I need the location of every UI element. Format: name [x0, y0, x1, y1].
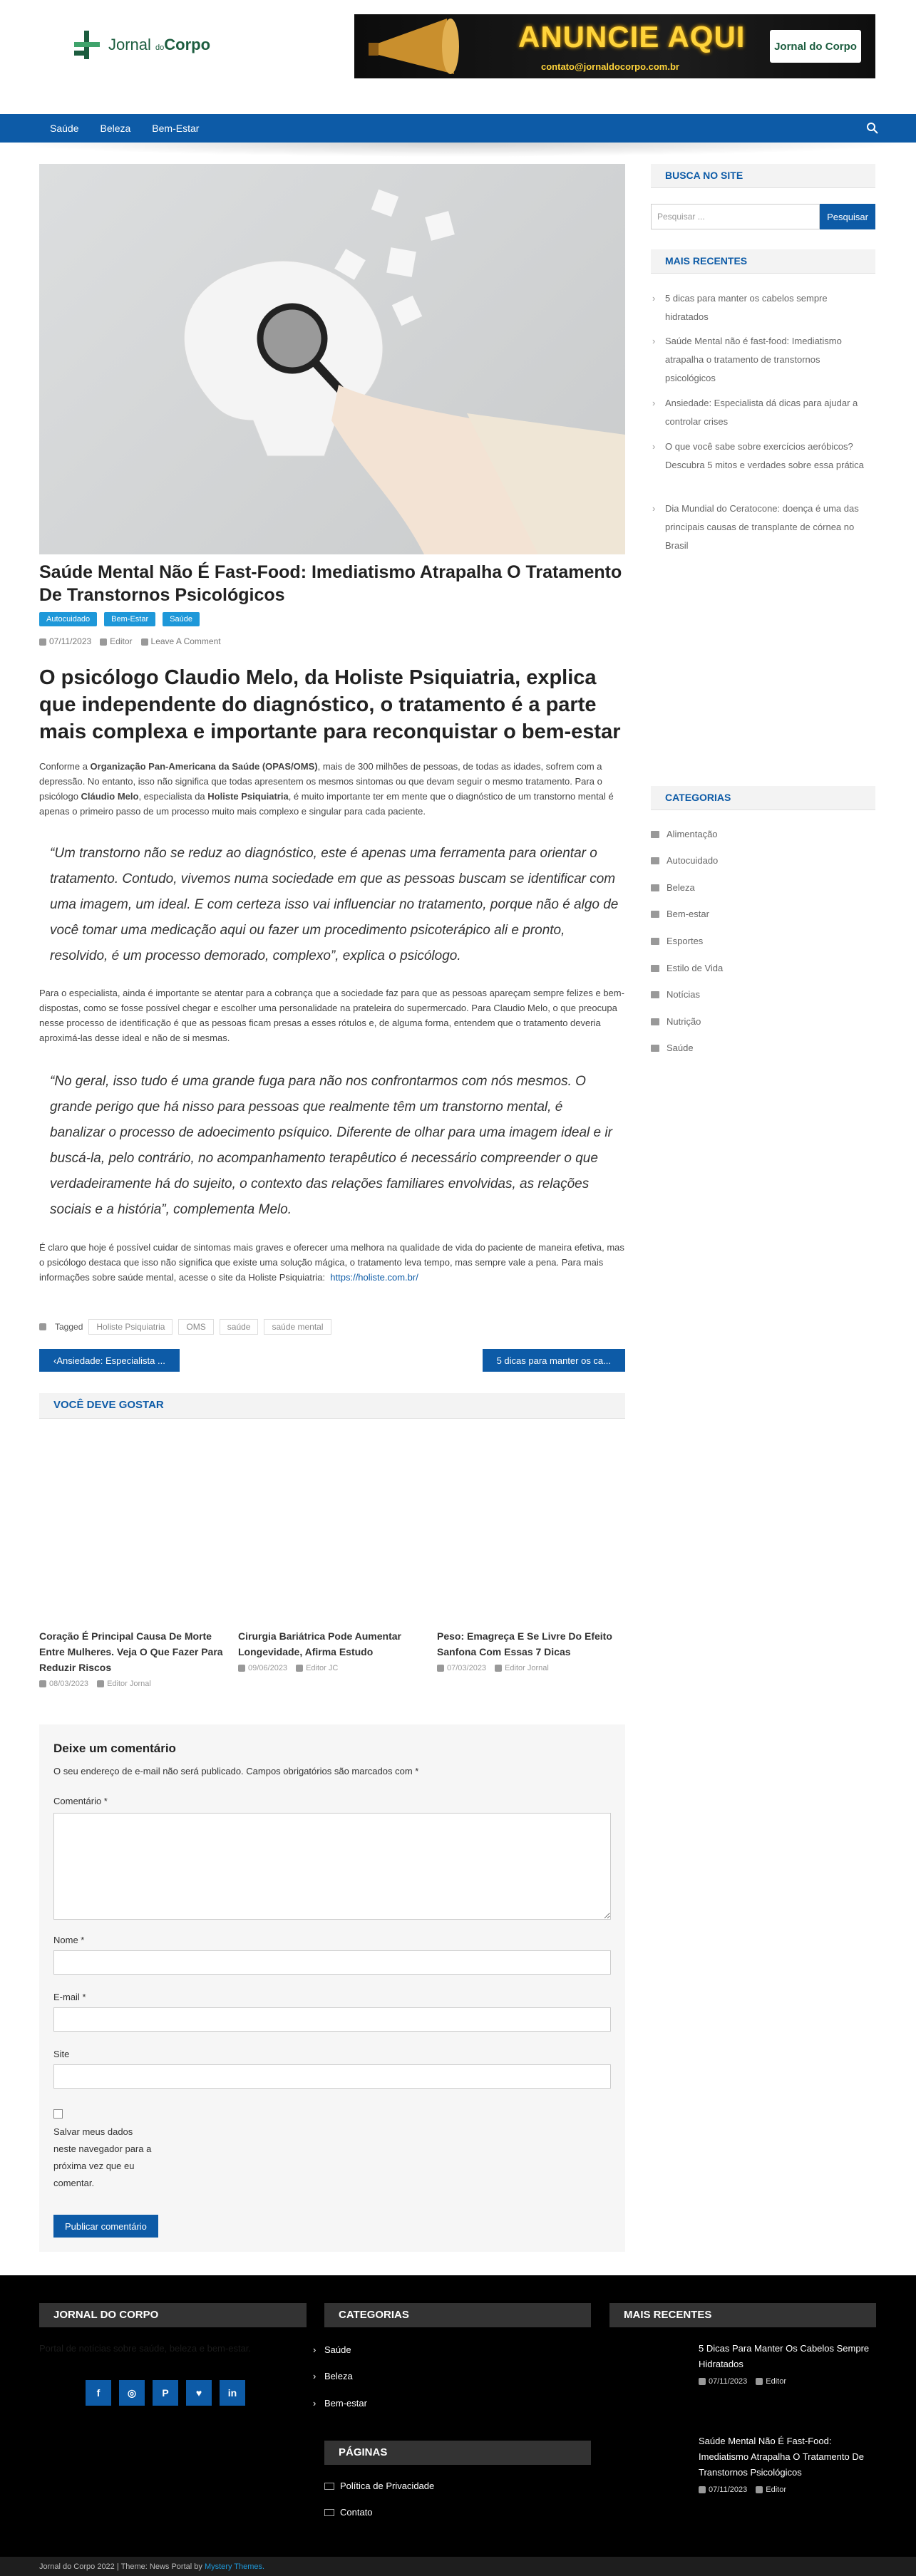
sidebar-category[interactable]: Notícias: [651, 989, 700, 1000]
calendar-icon: [238, 1665, 245, 1672]
footer-recent-title[interactable]: Saúde Mental Não É Fast-Food: Imediatismo Atrapalha O Tratamento De Transtornos Psicológicos: [699, 2436, 864, 2478]
sidebar-categories-heading: CATEGORIAS: [651, 786, 875, 810]
related-card[interactable]: Coração É Principal Causa De Morte Entre Mulheres. Veja O Que Fazer Para Reduzir Riscos 08/03/2023 Editor Jornal: [39, 1429, 228, 1688]
publish-comment-button[interactable]: Publicar comentário: [53, 2215, 158, 2238]
footer-recent-heading: MAIS RECENTES: [609, 2303, 876, 2327]
banner-email: contato@jornaldocorpo.com.br: [541, 61, 679, 72]
footer-pages-heading: PÁGINAS: [324, 2441, 591, 2465]
megaphone-icon: [369, 17, 483, 76]
sidebar-category[interactable]: Autocuidado: [651, 855, 718, 866]
article-meta: [39, 636, 221, 646]
footer-about-heading: JORNAL DO CORPO: [39, 2303, 307, 2327]
calendar-icon: [39, 638, 46, 646]
footer-recent-title[interactable]: 5 Dicas Para Manter Os Cabelos Sempre Hidratados: [699, 2343, 870, 2369]
post-comments-link[interactable]: Leave A Comment: [150, 636, 221, 646]
footer-page-link[interactable]: Política de Privacidade: [324, 2481, 434, 2491]
name-field[interactable]: [53, 1950, 611, 1975]
related-card[interactable]: Peso: Emagreça E Se Livre Do Efeito Sanfona Com Essas 7 Dicas 07/03/2023 Editor Jornal: [437, 1429, 626, 1672]
page-icon: [324, 2483, 334, 2490]
category-tag[interactable]: Autocuidado: [39, 612, 97, 626]
folder-icon: [651, 911, 659, 918]
calendar-icon: [437, 1665, 444, 1672]
recent-post-link[interactable]: › 5 dicas para manter os cabelos sempre hidratados: [665, 289, 872, 326]
footer-recent-item[interactable]: 5 Dicas Para Manter Os Cabelos Sempre Hidratados 07/11/2023 Editor: [699, 2341, 877, 2389]
copyright-text: Jornal do Corpo 2022 | Theme: News Portal by: [39, 2562, 205, 2571]
banner-badge: Jornal do Corpo: [770, 30, 861, 63]
nav-item-beleza[interactable]: Beleza: [100, 123, 131, 134]
comment-icon: [141, 638, 148, 646]
instagram-icon[interactable]: ◎: [119, 2380, 145, 2406]
site-label: Site: [53, 2049, 70, 2059]
category-tag[interactable]: Bem-Estar: [104, 612, 155, 626]
user-icon: [100, 638, 107, 646]
sidebar-category[interactable]: Beleza: [651, 882, 695, 893]
email-field[interactable]: [53, 2007, 611, 2032]
nav-item-saude[interactable]: Saúde: [50, 123, 79, 134]
prev-post-button[interactable]: ‹ Ansiedade: Especialista ...: [39, 1349, 180, 1372]
logo-word-3: Corpo: [164, 36, 211, 53]
user-icon: [97, 1680, 104, 1687]
sidebar-category[interactable]: Estilo de Vida: [651, 963, 723, 973]
banner-headline: ANUNCIE AQUI: [518, 20, 746, 53]
post-tag[interactable]: saúde mental: [264, 1319, 331, 1335]
logo-word-1: Jornal: [108, 36, 151, 53]
footer-category[interactable]: › Bem-estar: [324, 2398, 367, 2409]
related-card[interactable]: Cirurgia Bariátrica Pode Aumentar Longevidade, Afirma Estudo 09/06/2023 Editor JC: [238, 1429, 427, 1672]
related-thumb[interactable]: [437, 1429, 626, 1621]
paragraph-3: É claro que hoje é possível cuidar de sintomas mais graves e oferecer uma melhora na qualidade de vida do paciente de maneira efetiva, mas o psicólogo destaca que isso não significa que existe uma solução mágica, o tratamento leva tempo, mas sempre vale a pena. Para mais informações sobre saúde mental, acesse o site da Holiste Psiquiatria: https://holiste.com.br/: [39, 1242, 624, 1283]
recent-post-link[interactable]: › Ansiedade: Especialista dá dicas para ajudar a controlar crises: [665, 394, 872, 431]
calendar-icon: [699, 2378, 706, 2385]
sidebar-category[interactable]: Esportes: [651, 936, 703, 946]
sidebar-category[interactable]: Nutrição: [651, 1016, 701, 1027]
calendar-icon: [39, 1680, 46, 1687]
folder-icon: [651, 965, 659, 972]
sidebar-search-button[interactable]: Pesquisar: [820, 204, 875, 229]
folder-icon: [651, 938, 659, 945]
folder-icon: [651, 1045, 659, 1052]
quote-2: “No geral, isso tudo é uma grande fuga para não nos confrontarmos com nós mesmos. O grande perigo que há nisso para pessoas que realmente têm um transtorno mental, é banalizar o processo de adoecimento psíquico. Diferente de olhar para uma imagem ideal e ir buscá-la, pelo contrário, no acompanhamento terapêutico é necessário compreender o que verdadeiramente há do sujeito, o contexto das relações familiares envolvidas, as relações sociais e a história”, complementa Melo.: [50, 1074, 612, 1217]
twitter-icon[interactable]: ♥: [186, 2380, 212, 2406]
comment-form: [39, 1724, 625, 2252]
category-tag[interactable]: Saúde: [163, 612, 200, 626]
nav-item-bem-estar[interactable]: Bem-Estar: [152, 123, 200, 134]
next-post-button[interactable]: 5 dicas para manter os ca...: [483, 1349, 625, 1372]
post-tags: [39, 1319, 331, 1335]
recent-post-link[interactable]: › O que você sabe sobre exercícios aeróbicos? Descubra 5 mitos e verdades sobre essa prática: [665, 438, 872, 475]
sidebar-category[interactable]: Saúde: [651, 1043, 694, 1053]
user-icon: [756, 2378, 763, 2385]
save-data-checkbox[interactable]: [53, 2109, 63, 2119]
article-title: Saúde Mental Não É Fast-Food: Imediatismo Atrapalha O Tratamento De Transtornos Psicológicos: [39, 562, 622, 605]
paragraph-2: Para o especialista, ainda é importante se atentar para a cobrança que a sociedade faz para que as pessoas apareçam sempre felizes e bem-dispostas, como se fosse possível chegar e escolher uma personalidade na prateleira do supermercado. Para Claudio Melo, o que preocupa nesse processo de identificação é que as pessoas ficam presas a esses rótulos e, de alguma forma, entendem que o tratamento deveria aproximá-las desse ideal e não de si mesmas.: [39, 988, 624, 1043]
comment-heading: Deixe um comentário: [53, 1742, 176, 1755]
tagged-label: Tagged: [55, 1322, 83, 1332]
comment-textarea[interactable]: [53, 1813, 611, 1920]
post-author[interactable]: Editor: [110, 636, 133, 646]
tag-icon: [39, 1323, 46, 1330]
article-hero-image: [39, 164, 625, 554]
nav-shadow: [0, 143, 916, 157]
recent-post-link[interactable]: › Saúde Mental não é fast-food: Imediatismo atrapalha o tratamento de transtornos psicológicos: [665, 332, 872, 388]
footer-about-text: Portal de notícias sobre saúde, beleza e bem-estar.: [39, 2343, 252, 2354]
sidebar-category[interactable]: Alimentação: [651, 829, 718, 839]
facebook-icon[interactable]: f: [86, 2380, 111, 2406]
post-tag[interactable]: Holiste Psiquiatria: [88, 1319, 173, 1335]
name-label: Nome *: [53, 1935, 85, 1945]
post-date[interactable]: 07/11/2023: [49, 636, 92, 646]
folder-icon: [651, 991, 659, 998]
theme-author-link[interactable]: Mystery Themes.: [204, 2562, 265, 2571]
pinterest-icon[interactable]: P: [153, 2380, 178, 2406]
calendar-icon: [699, 2486, 706, 2493]
related-thumb[interactable]: [238, 1429, 427, 1621]
related-title[interactable]: Cirurgia Bariátrica Pode Aumentar Longevidade, Afirma Estudo: [238, 1630, 401, 1657]
folder-icon: [651, 884, 659, 891]
related-heading: VOCÊ DEVE GOSTAR: [39, 1393, 625, 1419]
main-nav: [0, 114, 916, 143]
related-title[interactable]: Peso: Emagreça E Se Livre Do Efeito Sanfona Com Essas 7 Dicas: [437, 1630, 612, 1657]
recent-post-link[interactable]: › Dia Mundial do Ceratocone: doença é uma das principais causas de transplante de córnea no Brasil: [665, 500, 872, 555]
email-label: E-mail *: [53, 1992, 86, 2002]
holiste-link[interactable]: https://holiste.com.br/: [330, 1272, 418, 1283]
footer-category[interactable]: › Beleza: [324, 2371, 353, 2381]
user-icon: [495, 1665, 502, 1672]
article-lead: O psicólogo Claudio Melo, da Holiste Psiquiatria, explica que independente do diagnóstico, o tratamento é a parte mais complexa e importante para reconquistar o bem-estar: [39, 666, 621, 743]
related-title[interactable]: Coração É Principal Causa De Morte Entre Mulheres. Veja O Que Fazer Para Reduzir Riscos: [39, 1630, 223, 1673]
linkedin-icon[interactable]: in: [220, 2380, 245, 2406]
footer-category[interactable]: › Saúde: [324, 2344, 351, 2355]
sidebar-search-input[interactable]: Pesquisar ...: [651, 204, 820, 229]
footer-page-link[interactable]: Contato: [324, 2507, 373, 2518]
sidebar-recent-heading: MAIS RECENTES: [651, 249, 875, 274]
sidebar-category[interactable]: Bem-estar: [651, 909, 709, 919]
logo-mark-icon: [71, 29, 104, 61]
ad-banner[interactable]: [354, 14, 875, 78]
site-logo[interactable]: [71, 27, 210, 63]
quote-1: “Um transtorno não se reduz ao diagnóstico, este é apenas uma ferramenta para orientar o tratamento. Contudo, vivemos numa sociedade em que as pessoas buscam se identificar com uma imagem, um ideal. E com certeza isso vai influenciar no tratamento, porque não é algo de você tomar uma medicação aqui ou fazer um procedimento psicoterápico ali e pronto, resolvido, é um processo demorado, complexo”, explica o psicólogo.: [50, 846, 619, 963]
page-icon: [324, 2509, 334, 2516]
sidebar-search-heading: BUSCA NO SITE: [651, 164, 875, 188]
user-icon: [296, 1665, 303, 1672]
search-icon[interactable]: [866, 122, 879, 135]
folder-icon: [651, 1018, 659, 1025]
article-category-tags: [39, 612, 200, 626]
folder-icon: [651, 831, 659, 838]
comment-label: Comentário *: [53, 1796, 108, 1806]
site-field[interactable]: [53, 2064, 611, 2089]
post-tag[interactable]: saúde: [220, 1319, 259, 1335]
logo-word-2: do: [155, 43, 165, 52]
paragraph-1: Conforme a Organização Pan-Americana da Saúde (OPAS/OMS), mais de 300 milhões de pessoas, de todas as idades, sofrem com a depressão. No entanto, isso não significa que todas apresentem os mesmos sintomas ou que devam seguir o mesmo tratamento. Para o psicólogo Cláudio Melo, especialista da Holiste Psiquiatria, é muito importante ter em mente que o diagnóstico de um transtorno mental é apenas o primeiro passo de um processo muito mais complexo e singular para cada paciente.: [39, 761, 614, 817]
related-thumb[interactable]: [39, 1429, 228, 1621]
copyright-bar: [0, 2557, 916, 2576]
save-data-label: Salvar meus dados neste navegador para a próxima vez que eu comentar.: [53, 2126, 152, 2188]
folder-icon: [651, 857, 659, 864]
post-tag[interactable]: OMS: [178, 1319, 213, 1335]
comment-note: O seu endereço de e-mail não será publicado. Campos obrigatórios são marcados com *: [53, 1766, 419, 1776]
user-icon: [756, 2486, 763, 2493]
footer-recent-item[interactable]: Saúde Mental Não É Fast-Food: Imediatismo Atrapalha O Tratamento De Transtornos Psicológicos 07/11/2023 Editor: [699, 2433, 877, 2498]
footer-categories-heading: CATEGORIAS: [324, 2303, 591, 2327]
